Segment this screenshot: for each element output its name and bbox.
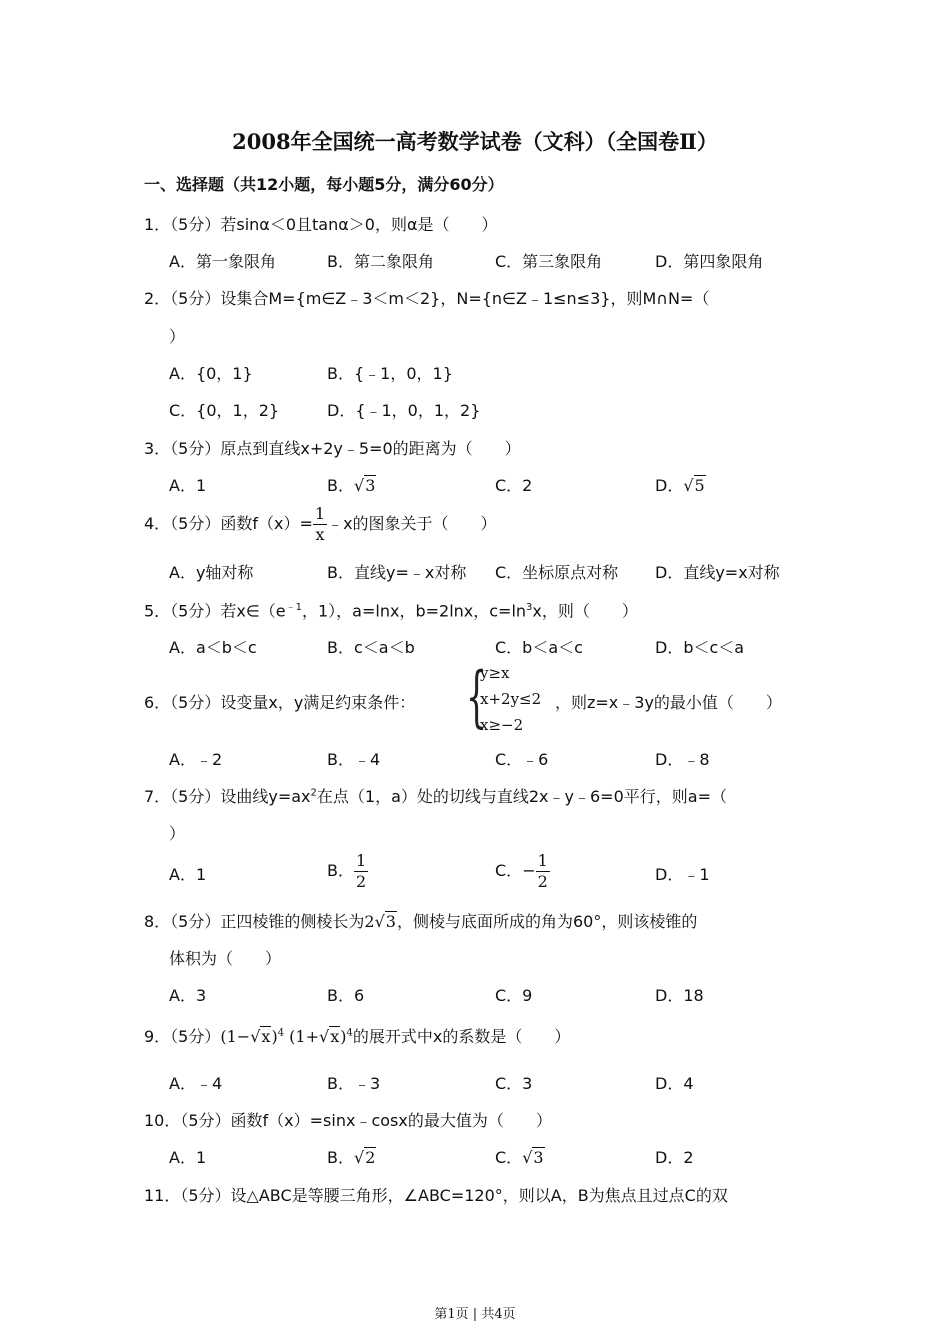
q2-option-a: A．{0，1}: [169, 364, 253, 383]
q9-post: 的展开式中x的系数是（ ）: [352, 1027, 571, 1046]
q4-option-b: B．直线y=﹣x对称: [327, 563, 467, 582]
q9-pre: 9．（5分）: [144, 1027, 221, 1046]
q7-c-sign: −: [522, 861, 536, 880]
q6-option-a: A．﹣2: [169, 750, 223, 769]
q6-constraint-1: y≥x: [480, 664, 510, 682]
q9-expr1b: ): [271, 1027, 278, 1046]
q3-d-radicand: 5: [694, 476, 705, 495]
q8-post: ，侧棱与底面所成的角为60°，则该棱锥的: [396, 912, 698, 931]
question-1: 1．（5分）若sinα＜0且tanα＞0，则α是（ ）: [144, 215, 498, 234]
q7-pre: 7．（5分）设曲线y=ax: [144, 787, 311, 806]
q6-option-d: D．﹣8: [655, 750, 710, 769]
q4-denominator: x: [315, 525, 325, 544]
q7-b-label: B．: [327, 861, 354, 880]
q3-b-radicand: 3: [365, 476, 376, 495]
q10-b-label: B．: [327, 1148, 354, 1167]
q6-constraint-2: x+2y≤2: [480, 690, 542, 708]
q7-option-d: D．﹣1: [655, 865, 710, 884]
q4-option-a: A．y轴对称: [169, 563, 254, 582]
sqrt-symbol: √5: [683, 476, 705, 495]
page-footer: 第1页 | 共4页: [434, 1307, 516, 1322]
q3-b-label: B．: [327, 476, 354, 495]
q9-rad1: x: [261, 1027, 271, 1046]
q1-option-b: B．第二象限角: [327, 252, 434, 271]
q8-radicand: 3: [385, 912, 396, 931]
exam-title: 2008年全国统一高考数学试卷（文科）（全国卷Ⅱ）: [232, 129, 718, 154]
sqrt-symbol: √2: [353, 1148, 376, 1167]
q9-exp2: 4: [346, 1027, 353, 1039]
q9-option-a: A．﹣4: [169, 1074, 223, 1093]
q10-option-b: [327, 1145, 376, 1168]
q2-option-c: C．{0，1，2}: [169, 401, 280, 420]
question-2: 2．（5分）设集合M={m∈Z﹣3＜m＜2}，N={n∈Z﹣1≤n≤3}，则M∩N=（: [144, 289, 710, 308]
q3-option-a: A．1: [169, 476, 207, 495]
q4-option-d: D．直线y=x对称: [655, 563, 780, 582]
q3-option-b: [327, 473, 376, 496]
q5-option-b: B．c＜a＜b: [327, 638, 415, 657]
q6-constraint-3: x≥−2: [480, 716, 524, 734]
q5-mid: ，1），a=lnx，b=2lnx，c=ln: [302, 601, 527, 621]
q6-option-c: C．﹣6: [495, 750, 549, 769]
section-heading: 一、选择题（共12小题，每小题5分，满分60分）: [144, 175, 504, 194]
q9-option-b: B．﹣3: [327, 1074, 381, 1093]
q9-option-c: C．3: [495, 1074, 533, 1093]
q7-b-numerator: 1: [355, 851, 367, 870]
q9-expression: $(1-√x)^4$ $(1+√x)^4$: [220, 1027, 353, 1046]
question-8: [144, 909, 697, 932]
q9-rad2: x: [330, 1027, 340, 1046]
q2-option-b: B．{﹣1，0，1}: [327, 364, 453, 383]
q7-option-a: A．1: [169, 865, 207, 884]
question-10: 10．（5分）函数f（x）=sinx﹣cosx的最大值为（ ）: [144, 1111, 552, 1130]
q4-pre: 4．（5分）函数f（x）=: [144, 514, 313, 533]
q3-option-c: C．2: [495, 476, 533, 495]
q8-radical: 2√3: [364, 912, 396, 931]
question-9: [144, 1024, 570, 1047]
question-2-cont: ）: [169, 327, 186, 346]
q7-sup: 2: [310, 787, 317, 799]
q5-option-a: A．a＜b＜c: [169, 638, 257, 657]
q10-option-d: D．2: [655, 1148, 694, 1167]
q8-option-d: D．18: [655, 986, 704, 1005]
q8-option-a: A．3: [169, 986, 207, 1005]
q3-d-label: D．: [655, 476, 684, 495]
q4-fraction: [313, 506, 327, 543]
q10-c-radicand: 3: [533, 1148, 544, 1167]
question-7-cont: ）: [169, 824, 186, 843]
q1-option-d: D．第四象限角: [655, 252, 764, 271]
sqrt-symbol: √3: [353, 476, 376, 495]
question-6-post: ，则z=x﹣3y的最小值（ ）: [555, 693, 782, 712]
question-7: [144, 784, 727, 807]
q7-c-denominator: 2: [537, 872, 548, 891]
q6-option-b: B．﹣4: [327, 750, 381, 769]
q8-option-c: C．9: [495, 986, 533, 1005]
q1-option-c: C．第三象限角: [495, 252, 603, 271]
q9-option-d: D．4: [655, 1074, 694, 1093]
q10-option-a: A．1: [169, 1148, 207, 1167]
q5-sup2: 3: [526, 602, 533, 613]
q7-b-denominator: 2: [355, 872, 367, 891]
q8-pre: 8．（5分）正四棱锥的侧棱长为: [144, 912, 365, 931]
q4-post: ﹣x的图象关于（ ）: [327, 514, 497, 533]
question-5: [144, 598, 638, 621]
q7-post: 在点（1，a）处的切线与直线2x﹣y﹣6=0平行，则a=（: [316, 787, 727, 806]
q9-expr2b: ): [340, 1027, 347, 1046]
question-3: 3．（5分）原点到直线x+2y﹣5=0的距离为（ ）: [144, 439, 521, 458]
question-11: 11．（5分）设△ABC是等腰三角形，∠ABC=120°，则以A，B为焦点且过点C的双: [144, 1186, 728, 1205]
q7-option-c: [495, 853, 550, 890]
q8-coef: 2: [364, 912, 375, 931]
q9-expr2: (1+: [289, 1027, 319, 1046]
q2-option-d: D．{﹣1，0，1，2}: [327, 401, 481, 420]
question-4: [144, 506, 497, 543]
q7-c-numerator: 1: [537, 851, 548, 870]
q7-c-fraction: [536, 853, 550, 890]
q5-option-c: C．b＜a＜c: [495, 638, 583, 657]
q5-sup: ﹣1: [285, 602, 302, 613]
q9-exp1: 4: [277, 1027, 285, 1039]
q5-pre: 5．（5分）若x∈（e: [144, 601, 286, 621]
q5-option-d: D．b＜c＜a: [655, 638, 745, 657]
q7-option-b: [327, 853, 368, 890]
left-brace: {: [466, 658, 487, 735]
q9-expr1: (1−: [220, 1027, 251, 1046]
q8-option-b: B．6: [327, 986, 365, 1005]
q5-post: x，则（ ）: [532, 601, 638, 621]
q10-c-label: C．: [495, 1148, 523, 1167]
q3-option-d: [655, 473, 706, 496]
q4-numerator: 1: [314, 504, 326, 523]
q10-option-c: [495, 1145, 545, 1168]
q7-c-label: C．: [495, 861, 523, 880]
question-6-pre: 6．（5分）设变量x，y满足约束条件：: [144, 693, 416, 712]
sqrt-symbol: √3: [522, 1148, 544, 1167]
question-8-cont: 体积为（ ）: [169, 949, 282, 968]
q4-option-c: C．坐标原点对称: [495, 563, 619, 582]
q1-option-a: A．第一象限角: [169, 252, 276, 271]
q10-b-radicand: 2: [365, 1148, 376, 1167]
q7-b-fraction: [354, 853, 368, 890]
q6-constraint-system: [466, 658, 556, 736]
